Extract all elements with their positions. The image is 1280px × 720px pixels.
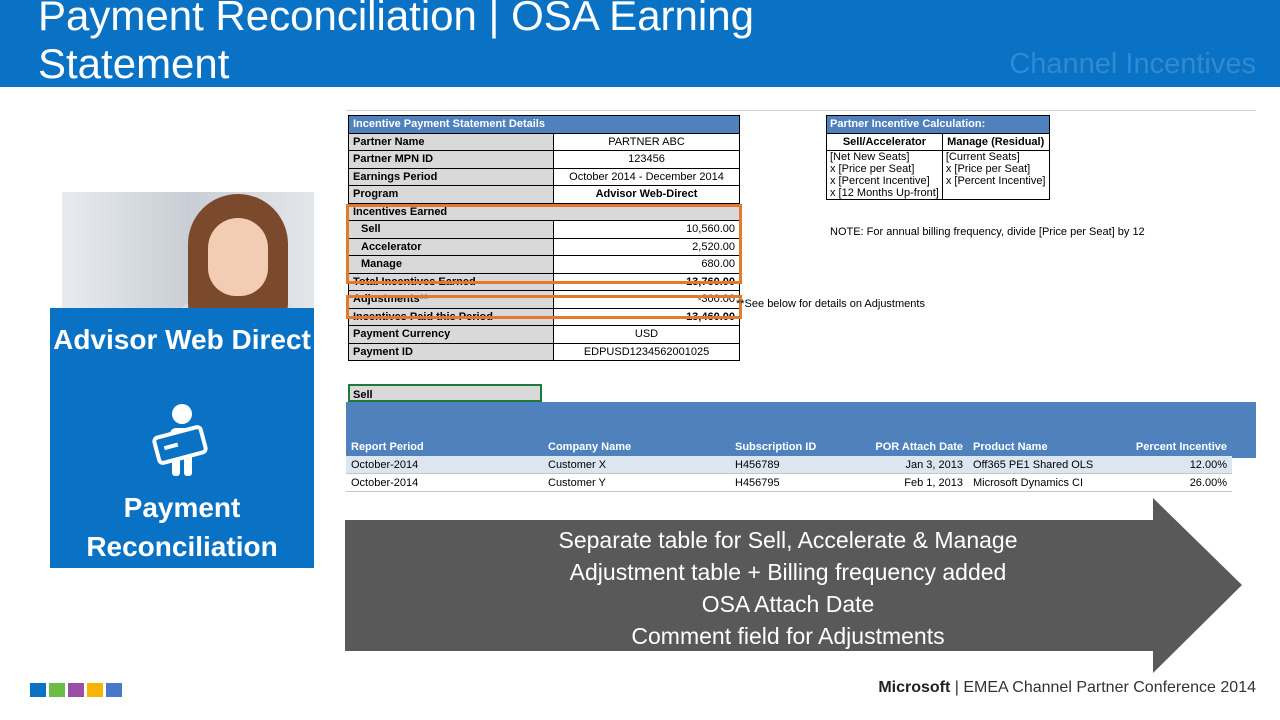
table-row: Total Incentives Earned 13,760.00	[349, 273, 740, 291]
slide-subtitle: Channel Incentives	[1009, 48, 1256, 80]
slide-title: Payment Reconciliation | OSA Earning Statement	[38, 0, 754, 87]
brand-square	[87, 683, 103, 697]
calc-col-sell: Sell/Accelerator	[827, 133, 943, 151]
brand-square	[106, 683, 122, 697]
brand-square	[68, 683, 84, 697]
change-item: Comment field for Adjustments	[631, 623, 945, 649]
adjustments-highlight-box	[346, 295, 742, 319]
calc-manage-formula: [Current Seats] x [Price per Seat] x [Percent Incentive]	[942, 151, 1049, 200]
calc-sell-formula: [Net New Seats] x [Price per Seat] x [Percent Incentive] x [12 Months Up-front]	[827, 151, 943, 200]
billing-frequency-note: NOTE: For annual billing frequency, divide [Price per Seat] by 12	[830, 226, 1145, 238]
program-subtitle: Payment Reconciliation	[86, 492, 278, 562]
table-row: Partner MPN ID 123456	[349, 151, 740, 169]
person-card-icon	[152, 402, 212, 482]
partner-photo	[62, 192, 314, 310]
photo-face	[208, 218, 268, 296]
table-row: Manage 680.00	[349, 256, 740, 274]
brand-square	[49, 683, 65, 697]
calc-col-manage: Manage (Residual)	[942, 133, 1049, 151]
table-row: Accelerator 2,520.00	[349, 238, 740, 256]
sell-cell: Sell	[348, 384, 542, 402]
slide-footer	[878, 679, 1256, 697]
table-row: Program Advisor Web-Direct	[349, 186, 740, 204]
col-por-attach-date: POR Attach Date	[875, 441, 963, 453]
table-row: October-2014 Customer Y H456795 Feb 1, 2013 Microsoft Dynamics CI 26.00%	[346, 474, 1232, 492]
table-row: Payment ID EDPUSD1234562001025	[349, 343, 740, 361]
col-company-name: Company Name	[548, 441, 632, 453]
table-row: Incentives Paid this Period 13,460.00	[349, 308, 740, 326]
slide-header	[0, 0, 1280, 87]
table-row: Incentives Earned	[349, 203, 740, 221]
change-item: OSA Attach Date	[701, 591, 875, 617]
sell-table	[346, 438, 1232, 492]
table-row: Sell 10,560.00	[349, 221, 740, 239]
table-row: Adjustments** -300.00	[349, 291, 740, 309]
table-row: Payment Currency USD	[349, 326, 740, 344]
incentives-highlight-box	[346, 204, 742, 284]
col-percent-incentive: Percent Incentive	[1135, 441, 1227, 453]
statement-spreadsheet	[346, 110, 1256, 495]
change-item: Separate table for Sell, Accelerate & Manage	[558, 527, 1018, 553]
col-product-name: Product Name	[973, 441, 1048, 453]
change-item: Adjustment table + Billing frequency added	[569, 559, 1007, 585]
table-row: Earnings Period October 2014 - December 2014	[349, 168, 740, 186]
statement-header: Incentive Payment Statement Details	[349, 116, 740, 134]
program-panel	[50, 308, 314, 568]
brand-square	[30, 683, 46, 697]
table-row: Partner Name PARTNER ABC	[349, 133, 740, 151]
col-subscription-id: Subscription ID	[735, 441, 817, 453]
footer-text: | EMEA Channel Partner Conference 2014	[954, 679, 1256, 696]
adjustments-note: **See below for details on Adjustments	[736, 298, 925, 310]
col-report-period: Report Period	[351, 441, 424, 453]
incentive-calculation-table	[826, 115, 1050, 200]
footer-brand: Microsoft	[878, 679, 951, 696]
calc-header: Partner Incentive Calculation:	[827, 116, 1050, 134]
program-title: Advisor Web Direct	[53, 324, 311, 355]
table-row: October-2014 Customer X H456789 Jan 3, 2013 Off365 PE1 Shared OLS 12.00%	[346, 456, 1232, 474]
changes-list	[345, 524, 1231, 652]
